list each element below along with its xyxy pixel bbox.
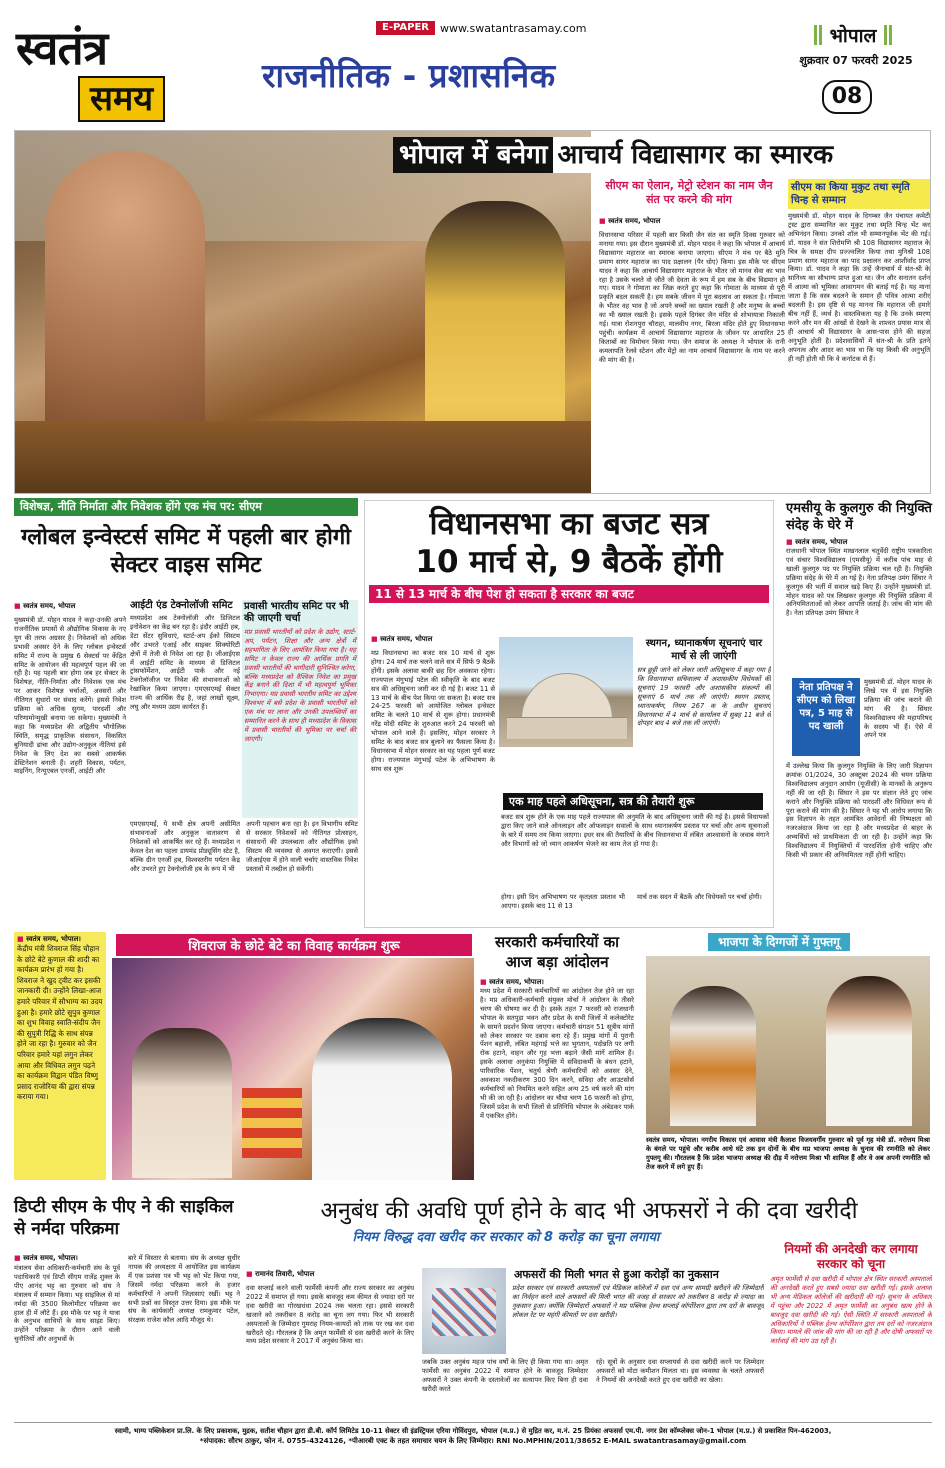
page-number: 08 — [822, 80, 872, 114]
assembly-box — [637, 637, 771, 789]
medicine-story — [246, 1196, 932, 1416]
summit-box-nri-body: मप्र प्रवासी भारतीयों को प्रदेश के उद्योग, स्टार्ट-अप, पर्यटन, शिक्षा और अन्य क्षेत्रों में सहभागिता के लिए आमंत्रित किया गया है। यह समिट न केवल राज्य की आर्थिक प्रगति में प्रवासी भारतीयों की भागीदारी सुनिश्चित करेगा, बल्कि मध्यप्रदेश को वैश्विक निवेश का प्रमुख केंद्र बनाने की दिशा में भी महत्वपूर्ण भूमिका निभाएगा। मप्र प्रवासी भारतीय समिट का उद्देश्य विश्वभर में बसे प्रदेश के प्रवासी भारतीयों को एक मंच पर लाना और उनकी उपलब्धियों का सम्मानित करने के साथ ही मध्यप्रदेश के विकास में प्रवासी भारतीयों की भूमिका पर चर्चा की जाएगी। — [244, 628, 356, 743]
epaper-strip — [376, 21, 586, 35]
lead-side-box — [788, 179, 930, 491]
assembly-photo-dome — [521, 673, 613, 719]
imprint — [14, 1422, 932, 1460]
cycle-body-right: बारे में विस्तार से बताया। संघ के अध्यक्ष सुधीर नायक की अध्यक्षता में आयोजित इस कार्यक्रम में एक प्रशंसा पत्र भी भट्ट को भेंट किया गया, जिसमें नर्मदा परिक्रमा करने के हजार कर्मचारियों ने अपनी जिज्ञासाएं रखीं। भट्ट ने सभी प्रश्नों का विस्तृत उत्तर दिया। इस मौके पर संघ के कार्यकारी अध्यक्ष रामकुमार पटेल, संरक्षक राजेश कौल आदि मौजूद थे। — [128, 1254, 240, 1325]
cycle-dateline — [14, 1254, 120, 1263]
summit-body-mid: एमएसएमई, ये सभी क्षेत्र अपनी असीमित संभावनाओं और अनुकूल वातावरण से निवेशकों को आकर्षित कर रहे हैं। मध्यप्रदेश न केवल देश का पहला डायमंड प्रोड्यूसिंग स्टेट है, बल्कि ग्रीन एनर्जी हब, विश्वस्तरीय पर्यटन केंद्र और उभरते हुए टेक्नोलॉजी हब के रूप में भी — [130, 820, 240, 873]
medicine-box-body: प्रदेश सरकार एवं सरकारी अस्पतालों एवं मेडिकल कॉलेजों में दवा एवं अन्य सामग्री खरीदने की जिम्मेदारी का निर्वहन करने वाले अफसरों की मिली भगत की वजह से सरकार को तकरीबन 8 करोड़ से ज्यादा का नुकसान हुआ। क्योंकि जिम्मेदारों अफसरों ने मप्र पब्लिक हेल्थ सप्लाई कॉर्पोरेशन द्वारा तय दरों के बावजूद लोकल रेट पर महंगी कीमतों पर दवा खरीदी। — [512, 1284, 764, 1319]
lead-side-box-body: मुख्यमंत्री डॉ. मोहन यादव के दिगम्बर जैन पंचायत कमेटी ट्रस्ट द्वारा सम्मानित कर मुकुट तथा स्मृति चिन्ह भेंट कर अभिनंदन किया। उनको शॉल भी सम्मानपूर्वक भेंट की गई। डॉ. यादव ने संत शिरोमणि श्री 108 विद्यासागर महाराज के चित्र के समक्ष दीप प्रज्ज्वलित किया तथा मुनिश्री 108 प्रमाण सागर महाराज का पाद प्रक्षालन कर आशीर्वाद प्राप्त किया। डॉ. यादव ने कहा कि उन्हें जैनाचार्य में संत-श्री के सानिध्य का सौभाग्य प्राप्त हुआ था। जैन और सनातन दर्शन में आत्मा को भूमिका आवागमन की बताई गई है। यह माना जाता है कि वस्त्र बदलने के समान ही पवित्र आत्मा शरीर बदलती है। इस दृष्टि से यह मानना कि महाराज जी हमारे बीच नहीं हैं, व्यर्थ है। वास्तविकता यह है कि उनके स्मरण करने और मन की आंखों से देखने के शाश्वत प्रयास मात्र से ही आचार्य श्री विद्यासागर के आस-पास होने की सहज अनुभूति होती है। प्रदेशवासियों में संत-श्री के प्रति इतने अपनत्व और आदर का भाव था कि यह किसी की अनुभूति ही नहीं होती थी कि वे कर्नाटक से हैं। — [788, 212, 930, 363]
assembly-subhead: 11 से 13 मार्च के बीच पेश हो सकता है सरकार का बजट — [369, 585, 769, 603]
medicine-byline-marker: ■ — [246, 1270, 256, 1278]
lead-dateline — [599, 217, 779, 226]
summit-dateline-marker: ■ — [14, 602, 24, 610]
summit-box-it-head: आईटी एंड टेक्नोलॉजी समिट — [130, 600, 233, 611]
summit-box-nri — [242, 600, 358, 818]
vc-body-side: मुख्यमंत्री डॉ. मोहन यादव के लिखे पत्र में इस नियुक्ति प्रक्रिया की जांच कराने की मांग की है। सिंघार विश्वविद्यालय की महापरिषद के सदस्य भी हैं। ऐसे में अपने पत्र — [864, 678, 932, 740]
masthead — [0, 0, 945, 126]
assembly-story — [364, 500, 774, 928]
assembly-photo-base — [507, 717, 627, 739]
website-link[interactable]: www.swatantrasamay.com — [440, 21, 587, 35]
city-badge — [792, 22, 914, 48]
lead-photo-monk — [45, 151, 205, 451]
bjp-photo-person-left — [670, 986, 756, 1126]
city-bars-left — [814, 25, 817, 45]
assembly-body-mid: बजट सत्र शुरू होने के एक माह पहले राज्यपाल की अनुमति के बाद अधिसूचना जारी की गई है। इससे विधायकों द्वारा किए जाने वाले ऑनलाइन और ऑफलाइन सवालों के साथ ध्यानाकर्षण प्रस्ताव पर चर्चा और अन्य सूचनाओं के बारे में समय तय किया जाएगा। इधर सत्र की तैयारियों के बीच विधानसभा में लंबित आश्वासनों के जवाब मंगाने और विभागों को जो ध्यान आकर्षण भेजने का काम तेज हो गया है। — [501, 813, 769, 848]
medicine-photo — [422, 1268, 506, 1354]
wedding-headline-text: शिवराज के छोटे बेटे का विवाह कार्यक्रम शुरू — [188, 939, 400, 954]
bjp-photo — [646, 956, 930, 1134]
city-bars-right-2 — [889, 25, 892, 45]
assembly-box-body: सत्र छुट्टी जाने को लेकर जारी अधिसूचना में कहा गया है कि विधानसभा सचिवालय में अशासकीय विधेयकों की सूचनाएं 19 फरवरी और अशासकीय संकल्पों की सूचनाएं 6 मार्च तक ली जाएंगी। स्थगन प्रस्ताव, ध्यानाकर्षण, नियम 267 क के अधीन सूचनाएं विधानसभा में 4 मार्च से कार्यालय में सुबह 11 बजे से दोपहर बाद 4 बजे तक ली जाएंगी। — [637, 666, 771, 728]
lead-headline-part1: भोपाल में बनेगा — [393, 137, 553, 173]
lead-side-box-head: सीएम का किया मुकुट तथा स्मृति चिन्ह से सम्मान — [788, 179, 930, 209]
employees-dateline-text: स्वतंत्र समय, भोपाल। — [489, 978, 544, 986]
issue-date: शुक्रवार 07 फरवरी 2025 — [799, 54, 913, 67]
summit-body-left: मुख्यमंत्री डॉ. मोहन यादव ने कहा-उनकी अपने राजनीतिक प्रयासों से औद्योगिक विकास के नए युग की तरफ अग्रसर है। निवेशकों को अधिक प्रभावी अवसर देने के लिए ग्लोबल इन्वेस्टर्स समिट में राज्य के प्रमुख 6 सेक्टर्स पर केंद्रित समिट के आयोजन की महत्वपूर्ण पहल की जा रही है। यह पहली बार होगा जब हर सेक्टर के विशेषज्ञ, नीति-निर्माता और निवेशक एक मंच पर आकर विशेषज्ञ चर्चाओं, अवसरों और नीतिगत सुधारों पर संवाद करेंगे। इससे निवेश प्रक्रिया को अधिक सुगम, पारदर्शी और परिणामोन्मुखी बनाया जा सकेगा। मुख्यमंत्री ने कहा कि मध्यप्रदेश की अद्वितीय भौगोलिक स्थिति, समृद्ध प्राकृतिक संसाधन, विकसित बुनियादी ढांचा और उद्योग-अनुकूल नीतियां इसे निवेश के लिए देश का सबसे आकर्षक डेस्टिनेशन बनाती हैं। शहरी विकास, पर्यटन, माइनिंग, रिन्यूएबल एनर्जी, आईटी और — [14, 616, 126, 776]
lead-dateline-marker: ■ — [599, 217, 609, 225]
lead-photo — [15, 131, 591, 493]
imprint-line-2: *संपादक: सौरभ ठाकुर, फोन नं. 0755-4324126, *पीआरबी एक्ट के तहत समाचार चयन के लिए जिम्मेदार। RNI No.MPHIN/2011/38652 E-MAIL swatantrasamay@gmail.com — [199, 1437, 747, 1445]
assembly-mid-head: एक माह पहले अधिसूचना, सत्र की तैयारी शुरू — [503, 793, 763, 810]
medicine-box — [512, 1268, 764, 1358]
summit-headline: ग्लोबल इन्वेस्टर्स समिट में पहली बार होगी सेक्टर वाइस समिट — [21, 525, 351, 578]
cycle-headline: डिप्टी सीएम के पीए ने की साइकिल से नर्मदा परिक्रमा — [14, 1197, 234, 1239]
city-bars-right — [884, 25, 887, 45]
medicine-subhead: नियम विरुद्ध दवा खरीद कर सरकार को 8 करोड़ का चूना लगाया — [352, 1230, 660, 1245]
assembly-headline-line2: 10 मार्च से, 9 बैठकें होंगी — [415, 544, 723, 580]
lead-photo-table — [15, 421, 591, 493]
employees-dateline — [480, 978, 634, 987]
assembly-body-left: मप्र विधानसभा का बजट सत्र 10 मार्च से शुरू होगा। 24 मार्च तक चलने वाले सत्र में सिर्फ 9 बैठकें होंगी। इसके अलावा बाकी छह दिन अवकाश रहेगा। राज्यपाल मंगुभाई पटेल की स्वीकृति के बाद बजट सत्र की अधिसूचना जारी कर दी गई है। बजट 11 से 13 मार्च के बीच पेश किया जा सकता है। बजट सत्र 24-25 फरवरी को आयोजित ग्लोबल इन्वेस्टर समिट के चलते 10 मार्च से शुरू होगा। प्रधानमंत्री नरेंद्र मोदी समिट के शुरुआत करने 24 फरवरी को भोपाल आने वाले हैं। इसलिए, मोहन सरकार ने समिट के बाद बजट सत्र बुलाने का फैसला किया है। विधानसभा में मोहन सरकार का यह पहला पूर्ण बजट होगा। राज्यपाल मंगुभाई पटेल के अभिभाषण के साथ सत्र शुरू — [371, 649, 495, 773]
cycle-story — [14, 1196, 240, 1416]
assembly-box-head: स्थगन, ध्यानाकर्षण सूचनाएं चार मार्च से ली जाएंगी — [645, 638, 763, 662]
assembly-body-bottom-2: मार्च तक सदन में बैठकें और विधेयकों पर चर्चा होगी। — [637, 893, 762, 901]
medicine-side-body: अमृत फार्मेसी से दवा खरीदी में भोपाल क्षेत्र स्थित सरकारी अस्पतालों की अनदेखी करते हुए सबसे ज्यादा दवा खरीदी गई। इसके अलावा भी अन्य मेडिकल कॉलेजों की खरीदारी की गई। सूचना के अधिकार में पहुंचा और 2022 में अमृत फार्मेसी का अनुबंध खत्म होने के बावजूद दवा खरीदी की गई। ऐसी स्थिति में सरकारी अस्पतालों के अधिकारियों ने पब्लिक हेल्थ कॉर्पोरेशन द्वारा तय दरों को नजरअंदाज किया। मामले की जांच की मांग की जा रही है और दोषी अफसरों पर कार्रवाई की मांग उठ रही है। — [770, 1275, 932, 1346]
wedding-photo-leader — [312, 1018, 452, 1180]
lead-headline-part2: आचार्य विद्यासागर का स्मारक — [553, 137, 833, 173]
summit-box-it-body: मध्यप्रदेश अब टेक्नोलॉजी और डिजिटल इनोवेशन का केंद्र बन रहा है। इंदौर आईटी हब, डेटा सेंटर सुविधाएं, स्टार्ट-अप ईको सिस्टम और उभरते एआई और साइबर सिक्योरिटी क्षेत्रों में तेजी से निवेश आ रहा है। जीआईएस में आईटी समिट के माध्यम से डिजिटल ट्रांसफॉर्मेशन, आईटी पार्क और नई टेक्नोलॉजीज पर निवेश की संभावनाओं को रेखांकित किया जाएगा। एमएसएमई सेक्टर राज्य की आर्थिक रीढ़ है, जहां लाखों सूक्ष्म, लघु और मध्यम उद्यम कार्यरत हैं। — [130, 614, 240, 712]
assembly-body-bottom: होगा। इसी दिन अभिभाषण पर कृतज्ञता प्रस्ताव भी आएगा। इसके बाद 11 से 13 — [501, 893, 625, 910]
summit-body-right: अपनी पहचान बना रहा है। इन विभागीय समिट से सरकार निवेशकों को नीतिगत प्रोत्साहन, संसाधनों की उपलब्धता और औद्योगिक इको सिस्टम की व्यवस्था से अवगत कराएगी। इससे जीआईएस में होने वाली चर्चाएं वास्तविक निवेश प्रस्तावों में तब्दील हो सकेंगी। — [246, 820, 358, 873]
medicine-side-head: नियमों की अनदेखी कर लगाया सरकार को चूना — [784, 1242, 918, 1271]
wedding-photo — [112, 958, 474, 1180]
summit-dateline-text: स्वतंत्र समय, भोपाल — [23, 602, 76, 610]
cycle-body-left: मंत्रालय सेवा अधिकारी-कर्मचारी संघ के पूर्व पदाधिकारी एवं डिप्टी सीएम राजेंद्र शुक्ल के पीए आनंद भट्ट का गुरुवार को संघ ने मंत्रालय में सम्मान किया। भट्ट साइकिल से मां नर्मदा की 3500 किलोमीटर परिक्रमा कर हाल ही में लौटे हैं। इस मौके पर भट्ट ने यात्रा के अनुभव साथियों के साथ साझा किए। उन्होंने परिक्रमा के दौरान आने वाली चुनौतियों और अनुभवों के — [14, 1264, 120, 1344]
bjp-headline-bar — [642, 932, 932, 952]
wedding-dateline — [17, 935, 103, 944]
medicine-byline — [246, 1270, 414, 1279]
city-bars-left-2 — [819, 25, 822, 45]
section-title: राजनीतिक - प्रशासनिक — [262, 56, 556, 95]
logo-line-2: समय — [78, 76, 165, 122]
wedding-photo-couple — [132, 1028, 232, 1178]
medicine-box-head: अफसरों की मिली भगत से हुआ करोड़ों का नुकसान — [514, 1268, 719, 1281]
vc-story — [786, 500, 932, 928]
wedding-text-col — [14, 932, 106, 1180]
medicine-headline: अनुबंध की अवधि पूर्ण होने के बाद भी अफसरों ने की दवा खरीदी — [320, 1198, 858, 1224]
vc-dateline-marker: ■ — [786, 538, 796, 546]
cycle-dateline-text: स्वतंत्र समय, भोपाल। — [23, 1254, 78, 1262]
lead-dateline-text: स्वतंत्र समय, भोपाल — [608, 217, 661, 225]
assembly-headline-line1: विधानसभा का बजट सत्र — [429, 506, 709, 542]
bjp-story — [642, 932, 932, 1180]
wedding-dateline-text: स्वतंत्र समय, भोपाल। — [26, 935, 81, 943]
bjp-caption-text: नगरीय विकास एवं आवास मंत्री कैलाश विजयवर्गीय गुरुवार को पूर्व गृह मंत्री डॉ. नरोत्तम मिश्रा के बंगले पर पहुंचे और करीब आधे घंटे तक इन दोनों के बीच मप्र भाजपा अध्यक्ष के चुनाव की रणनीति को लेकर गुफ्तगू की। गौरतलब है कि प्रदेश भाजपा अध्यक्ष की दौड़ में नरोत्तम मिश्रा भी शामिल हैं और वे अब अपनी रणनीति को तेज करने में लगे हुए हैं। — [646, 1136, 930, 1171]
assembly-dateline — [371, 635, 495, 644]
bjp-caption — [646, 1136, 930, 1180]
wedding-body: केंद्रीय मंत्री शिवराज सिंह चौहान के छोटे बेटे कुणाल की शादी का कार्यक्रम प्रारंभ हो गया है। शिवराज ने खुद ट्वीट कर इसकी जानकारी दी। उन्होंने लिखा-आज हमारे परिवार में सौभाग्य का उदय हुआ है। हमारे छोटे सुपुत्र कुणाल का शुभ विवाह स्वाति-संदीप जैन की सुपुत्री रिद्धि के साथ संपन्न होने जा रहा है। गुरुवार को जैन परिवार हमारे यहां लगुन लेकर आया और विधिवत लगुन पढ़ने का कार्यक्रम विद्वान पंडित विष्णु प्रसाद राजोरिया की द्वारा संपन्न कराया गया। — [17, 944, 103, 1102]
medicine-photo-pills — [432, 1288, 496, 1336]
medicine-body-left: दवा सप्लाई करने वाली फार्मेसी कंपनी और राज्य सरकार का अनुबंध 2022 में समाप्त हो गया। इसके बावजूद कम कीमत से ज्यादा दरों पर दवा खरीदी का गोरखधंधा 2024 तक चलता रहा। इससे सरकारी खजाने को तकरीबन 8 करोड़ का चूना लग गया। फिर भी सरकारी अस्पतालों के जिम्मेदार गुमराह नियम-कायदों को ताक पर रख कर दवा खरीदते रहे। गौरतलब है कि अमृत फार्मेसी से दवा खरीदी करने के लिए मध्य प्रदेश सरकार ने 2017 में अनुबंध किया था। — [246, 1284, 414, 1346]
employees-dateline-marker: ■ — [480, 978, 490, 986]
vc-dateline — [786, 538, 932, 547]
vc-callout: नेता प्रतिपक्ष ने सीएम को लिखा पत्र, 5 माह से पद खाली — [792, 678, 860, 756]
assembly-dateline-marker: ■ — [371, 635, 381, 643]
cycle-dateline-marker: ■ — [14, 1254, 24, 1262]
wedding-story — [14, 932, 474, 1180]
employees-story — [480, 932, 634, 1180]
masthead-logo — [16, 22, 194, 122]
logo-line-1: स्वतंत्र — [16, 21, 108, 75]
summit-story — [14, 498, 358, 928]
vc-headline: एमसीयू के कुलगुरु की नियुक्ति संदेह के घेरे में — [786, 501, 932, 533]
medicine-body-right: रहे। सूत्रों के अनुसार दवा सप्लायर्स से दवा खरीदी करने पर जिम्मेदार अफसरों को मोटा कमीशन मिलता था। इस व्यवस्था के चलते अफसरों ने नियमों की अनदेखी करते हुए दवा खरीदी का खेला। — [596, 1358, 764, 1384]
employees-body: मध्य प्रदेश में सरकारी कर्मचारियों का आंदोलन तेज होने जा रहा है। मप्र अधिकारी-कर्मचारी संयुक्त मोर्चा ने आंदोलन के तीसरे चरण की घोषणा कर दी है। इसके तहत 7 फरवरी को राजधानी भोपाल के सतपुड़ा भवन और प्रदेश के सभी जिलों में कलेक्टोरेट के सामने प्रदर्शन किया जाएगा। कर्मचारी संगठन 51 सूत्रीय मांगों को लेकर सरकार पर दबाव बना रहे हैं। प्रमुख मांगों में पुरानी पेंशन बहाली, लंबित महंगाई भत्ते का भुगतान, पदोन्नति पर लगी रोक हटाने, वाहन और गृह भत्ता बढ़ाने जैसी मांगें शामिल हैं। इसके अलावा अनुकंपा नियुक्ति में संविदाकर्मी के बंधन हटाने, पारिवारिक पेंशन, चतुर्थ श्रेणी कर्मचारियों को अवसर देने, अवकाश नकदीकरण 300 दिन करने, संविदा और आउटसोर्स कर्मचारियों को नियमित करने सहित अन्य 25 वर्ष करने की मांग भी की जा रही है। आंदोलन का चौथा चरण 16 फरवरी को होगा, जिसमें प्रदेश के सभी जिलों से प्रतिनिधि भोपाल के अंबेडकर पार्क में एकत्रित होंगे। — [480, 987, 634, 1120]
vc-dateline-text: स्वतंत्र समय, भोपाल — [795, 538, 848, 546]
imprint-line-1: स्वामी, भाग्य पब्लिकेशन प्रा.लि. के लिए प्रकाशक, मुद्रक, सतीश चौहान द्वारा डी.बी. कॉर्प लिमिटेड 10-11 सेक्टर सी इंडस्ट्रियल एरिया गोविंदपुरा, भोपाल (म.प्र.) से मुद्रित कर, म.नं. 25 प्रियंका अफसर्स एम.पी. नगर प्रेस कॉम्प्लेक्स जोन-1 भोपाल (म.प्र.) से प्रकाशित पिन-462003, — [114, 1427, 832, 1435]
bjp-photo-person-right — [826, 976, 912, 1126]
vc-body-top: राजधानी भोपाल स्थित माखनलाल चतुर्वेदी राष्ट्रीय पत्रकारिता एवं संचार विश्वविद्यालय (एमसीयू) में करीब पांच माह से खाली कुलगुरु पद पर नियुक्ति प्रक्रिया चल रही है। नियुक्ति प्रक्रिया संदेह के घेरे में आ गई है। नेता प्रतिपक्ष उमंग सिंघार ने कुलगुरु की भर्ती में सवाल खड़े किए हैं। उन्होंने मुख्यमंत्री डॉ. मोहन यादव को पत्र लिखकर कुलगुरु की नियुक्ति प्रक्रिया में अनियमितताओं को लेकर आपत्ति जताई है। जांच की मांग की है। नेता प्रतिपक्ष उमंग सिंघार ने — [786, 547, 932, 618]
summit-dateline — [14, 602, 126, 611]
lead-body: विधानसभा परिसर में पहली बार किसी जैन संत का स्मृति दिवस गुरुवार को मनाया गया। इस दौरान मुख्यमंत्री डॉ. मोहन यादव ने कहा कि भोपाल में आचार्य विद्यासागर महाराज का स्मारक बनाया जाएगा। सीएम ने मंच पर बैठे मुनि प्रमाण सागर महाराज का पाद प्रक्षालन (पैर धोए) किया। इस मौके पर सीएम यादव ने कहा कि आचार्य विद्यासागर महाराज के भीतर जो मानव सेवा का भाव रहा है उसके चलते वो जीते जी देवता के रूप में हम सब के बीच विद्यमान हो गए। यादव ने गोमाता का जिक्र करते हुए कहा कि गोमाता के माध्यम से पूरी प्रकृति बदल सकती है। हम सबके जीवन में पूरा बदलाव आ सकता है। गोमाता के भीतर वह भाव है जो अपने बच्चों का ख्याल रखती है और मनुष्य के बच्चों का भी ख्याल रखती है। इसके पहले दिगंबर जैन मंदिर से शोभायात्रा निकाली गई। यात्रा रोशनपुरा चौराहा, मालवीय नगर, बिरला मंदिर होते हुए विधानसभा पहुंची। कार्यक्रम में आचार्य विद्यासागर महाराज के जीवन पर आधारित 25 किताबों का विमोचन किया गया। जैन समाज के अध्यक्ष ने भोपाल के रानी कमलापति रेलवे स्टेशन और मेट्रो का नाम आचार्य विद्यासागर के नाम पर करने की मांग की है। — [599, 231, 785, 364]
summit-box-it — [130, 600, 240, 818]
lead-headline — [393, 135, 929, 175]
city-name: भोपाल — [829, 25, 877, 47]
summit-strap: विशेषज्ञ, नीति निर्माता और निवेशक होंगे एक मंच पर: सीएम — [14, 498, 358, 516]
medicine-side-box — [770, 1242, 932, 1412]
bjp-dateline-text: स्वतंत्र समय, भोपाल। — [646, 1136, 699, 1144]
assembly-dateline-text: स्वतंत्र समय, भोपाल — [380, 635, 433, 643]
vc-body-bottom: में उल्लेख किया कि कुलगुरु नियुक्ति के लिए जारी विज्ञापन क्रमांक 01/2024, 30 अक्टूबर 2024 की चयन प्रक्रिया विश्वविद्यालय अनुदान आयोग (यूजीसी) के मानकों के अनुरूप नहीं की जा रही है। सिंघार ने इस पर संज्ञान लेते हुए जांच कराने और नियुक्ति प्रक्रिया को पारदर्शी और विधिवत रूप से पूरा कराने की मांग की है। सिंघार ने यह भी आरोप लगाया कि इस विज्ञापन के तहत आमंत्रित आवेदनों की निष्पक्षता को नजरअंदाज किया जा रहा है और मध्यप्रदेश से बाहर के अभ्यर्थियों को प्राथमिकता दी जा रही है। उन्होंने कहा कि विश्वविद्यालय में नियुक्तियों में पारदर्शिता होनी चाहिए और किसी भी प्रकार की अनियमितता नहीं होनी चाहिए। — [786, 762, 932, 860]
employees-headline: सरकारी कर्मचारियों का आज बड़ा आंदोलन — [494, 933, 620, 971]
medicine-byline-text: रामानंद तिवारी, भोपाल — [255, 1270, 315, 1278]
epaper-badge: E-PAPER — [376, 21, 435, 35]
bjp-headline: भाजपा के दिग्गजों में गुफ्तगू — [708, 933, 850, 951]
wedding-headline — [116, 934, 472, 956]
medicine-body-mid: जबकि उक्त अनुबंध महज पांच वर्षों के लिए ही किया गया था। अमृत फार्मेसी का अनुबंध 2022 में समाप्त होने के बावजूद जिम्मेदार अफसरों ने उक्त कंपनी के दस्तावेजों का सत्यापन किए बिना ही दवा खरीदी करते — [422, 1358, 588, 1393]
lead-story — [14, 130, 931, 494]
summit-box-nri-head: प्रवासी भारतीय समिट पर भी की जाएगी चर्चा — [244, 601, 349, 624]
wedding-dateline-marker: ■ — [17, 935, 27, 943]
assembly-photo — [499, 637, 633, 747]
wedding-photo-gifts — [242, 1088, 302, 1158]
lead-subhead: सीएम का ऐलान, मेट्रो स्टेशन का नाम जैन संत पर करने की मांग — [605, 179, 773, 206]
